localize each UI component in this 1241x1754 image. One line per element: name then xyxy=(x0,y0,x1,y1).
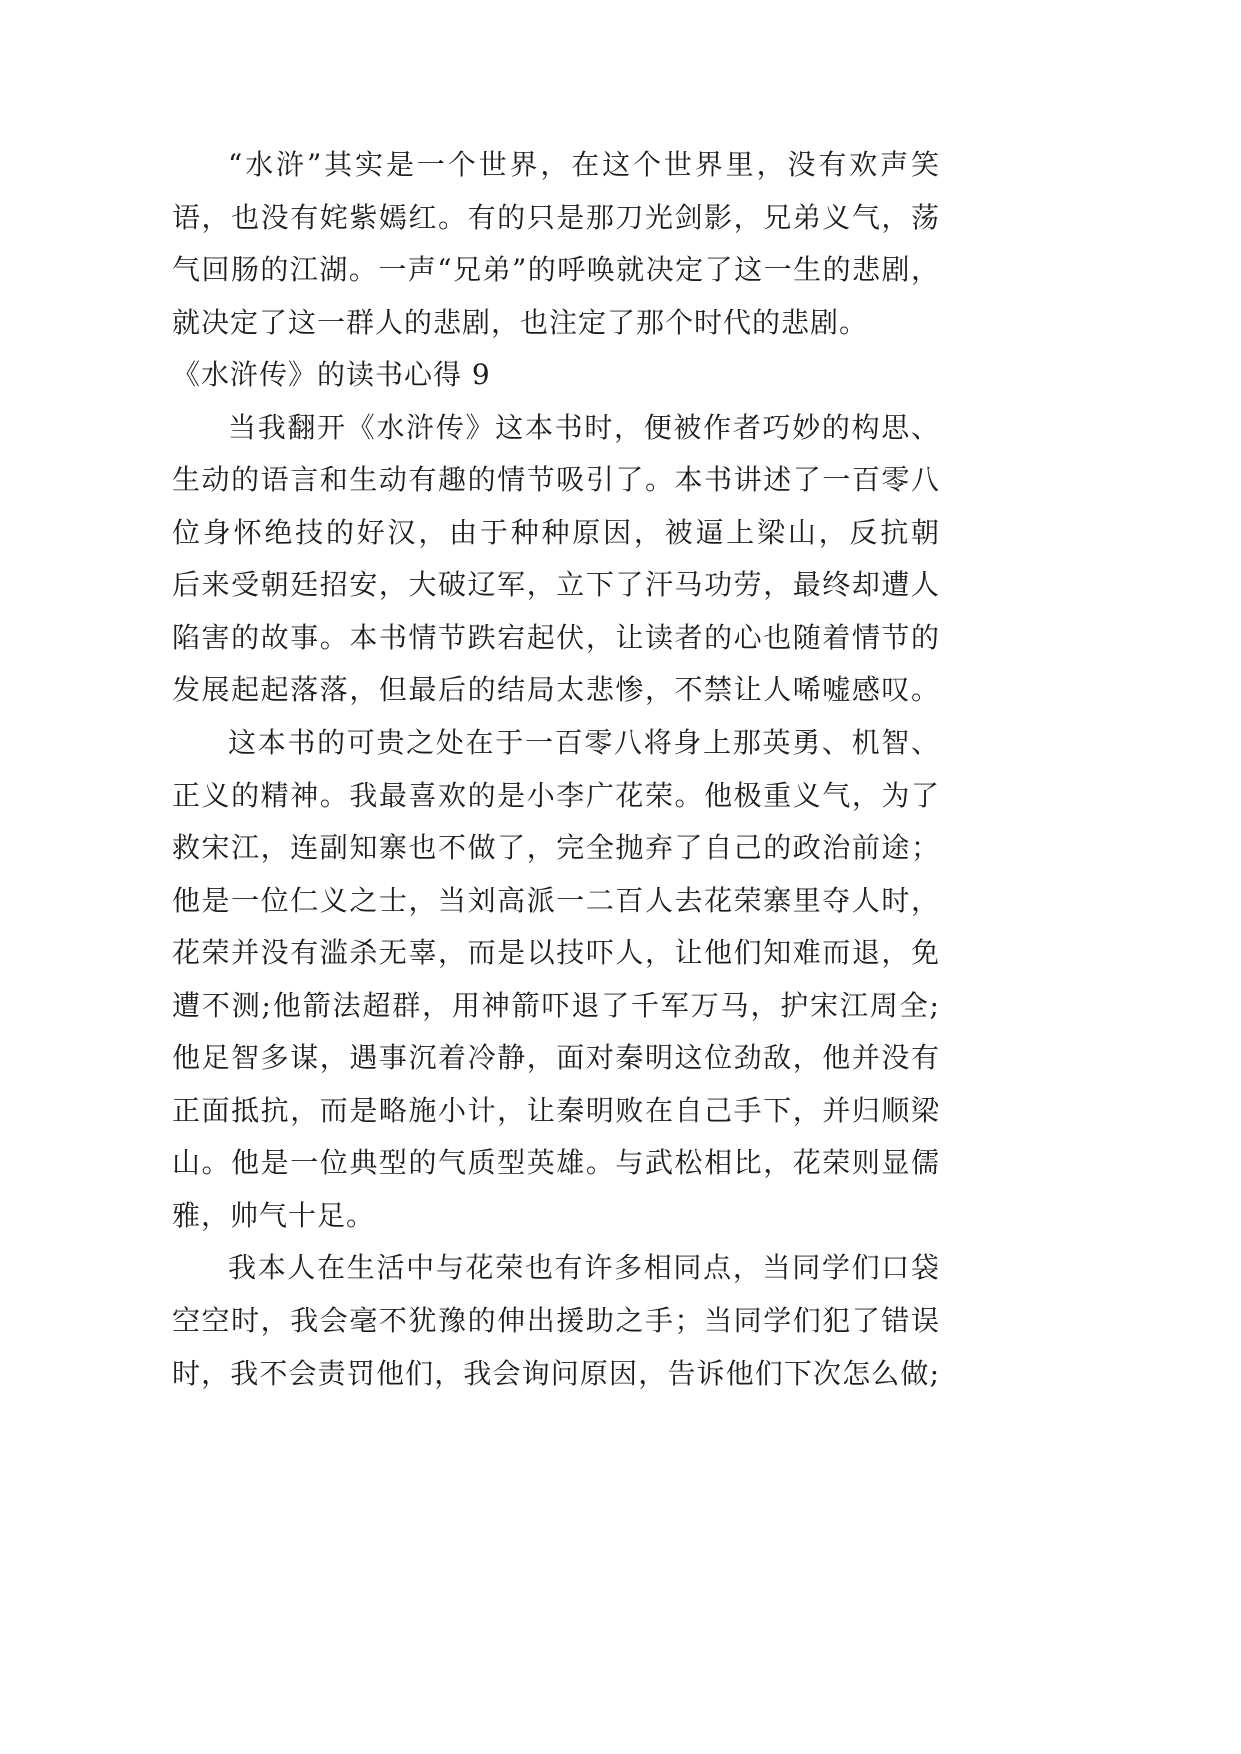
paragraph xyxy=(172,402,940,717)
text-line: 花荣并没有滥杀无辜，而是以技吓人，让他们知难而退，免 xyxy=(172,936,940,970)
text-line: 救宋江，连副知寨也不做了，完全抛弃了自己的政治前途； xyxy=(172,831,940,865)
text-line: 陷害的故事。本书情节跌宕起伏，让读者的心也随着情节的 xyxy=(172,620,940,654)
document-body xyxy=(172,139,940,1400)
text-line: 正义的精神。我最喜欢的是小李广花荣。他极重义气，为了 xyxy=(172,778,940,812)
paragraph xyxy=(172,717,940,1242)
text-line: 后来受朝廷招安，大破辽军，立下了汗马功劳，最终却遭人 xyxy=(172,568,940,602)
text-line: 遭不测;他箭法超群，用神箭吓退了千军万马，护宋江周全; xyxy=(172,988,940,1022)
text-line: 雅，帅气十足。 xyxy=(172,1198,376,1232)
text-line: 时，我不会责罚他们，我会询问原因，告诉他们下次怎么做; xyxy=(172,1356,940,1390)
text-line: 空空时，我会毫不犹豫的伸出援助之手；当同学们犯了错误 xyxy=(172,1304,940,1338)
paragraph xyxy=(172,1242,940,1400)
text-line: 他是一位仁义之士，当刘高派一二百人去花荣寨里夺人时， xyxy=(172,883,940,917)
paragraph xyxy=(172,139,940,349)
text-line: 发展起起落落，但最后的结局太悲惨，不禁让人唏嘘感叹。 xyxy=(172,673,940,707)
text-line: 位身怀绝技的好汉，由于种种原因，被逼上梁山，反抗朝 xyxy=(172,515,940,549)
text-line: 语，也没有姹紫嫣红。有的只是那刀光剑影，兄弟义气，荡 xyxy=(172,200,940,234)
section-heading: 《水浒传》的读书心得 9 xyxy=(172,358,491,392)
text-line: 当我翻开《水浒传》这本书时，便被作者巧妙的构思、 xyxy=(228,410,940,444)
text-line: 就决定了这一群人的悲剧，也注定了那个时代的悲剧。 xyxy=(172,305,869,339)
text-line: 正面抵抗，而是略施小计，让秦明败在自己手下，并归顺梁 xyxy=(172,1093,940,1127)
text-line: 山。他是一位典型的气质型英雄。与武松相比，花荣则显儒 xyxy=(172,1146,940,1180)
text-line: 这本书的可贵之处在于一百零八将身上那英勇、机智、 xyxy=(228,726,940,760)
text-line: “水浒”其实是一个世界，在这个世界里，没有欢声笑 xyxy=(228,148,940,181)
text-line: 气回肠的江湖。一声“兄弟”的呼唤就决定了这一生的悲剧， xyxy=(172,253,940,287)
text-line: 我本人在生活中与花荣也有许多相同点，当同学们口袋 xyxy=(228,1251,940,1285)
text-line: 生动的语言和生动有趣的情节吸引了。本书讲述了一百零八 xyxy=(172,463,940,497)
text-line: 他足智多谋，遇事沉着冷静，面对秦明这位劲敌，他并没有 xyxy=(172,1041,940,1075)
